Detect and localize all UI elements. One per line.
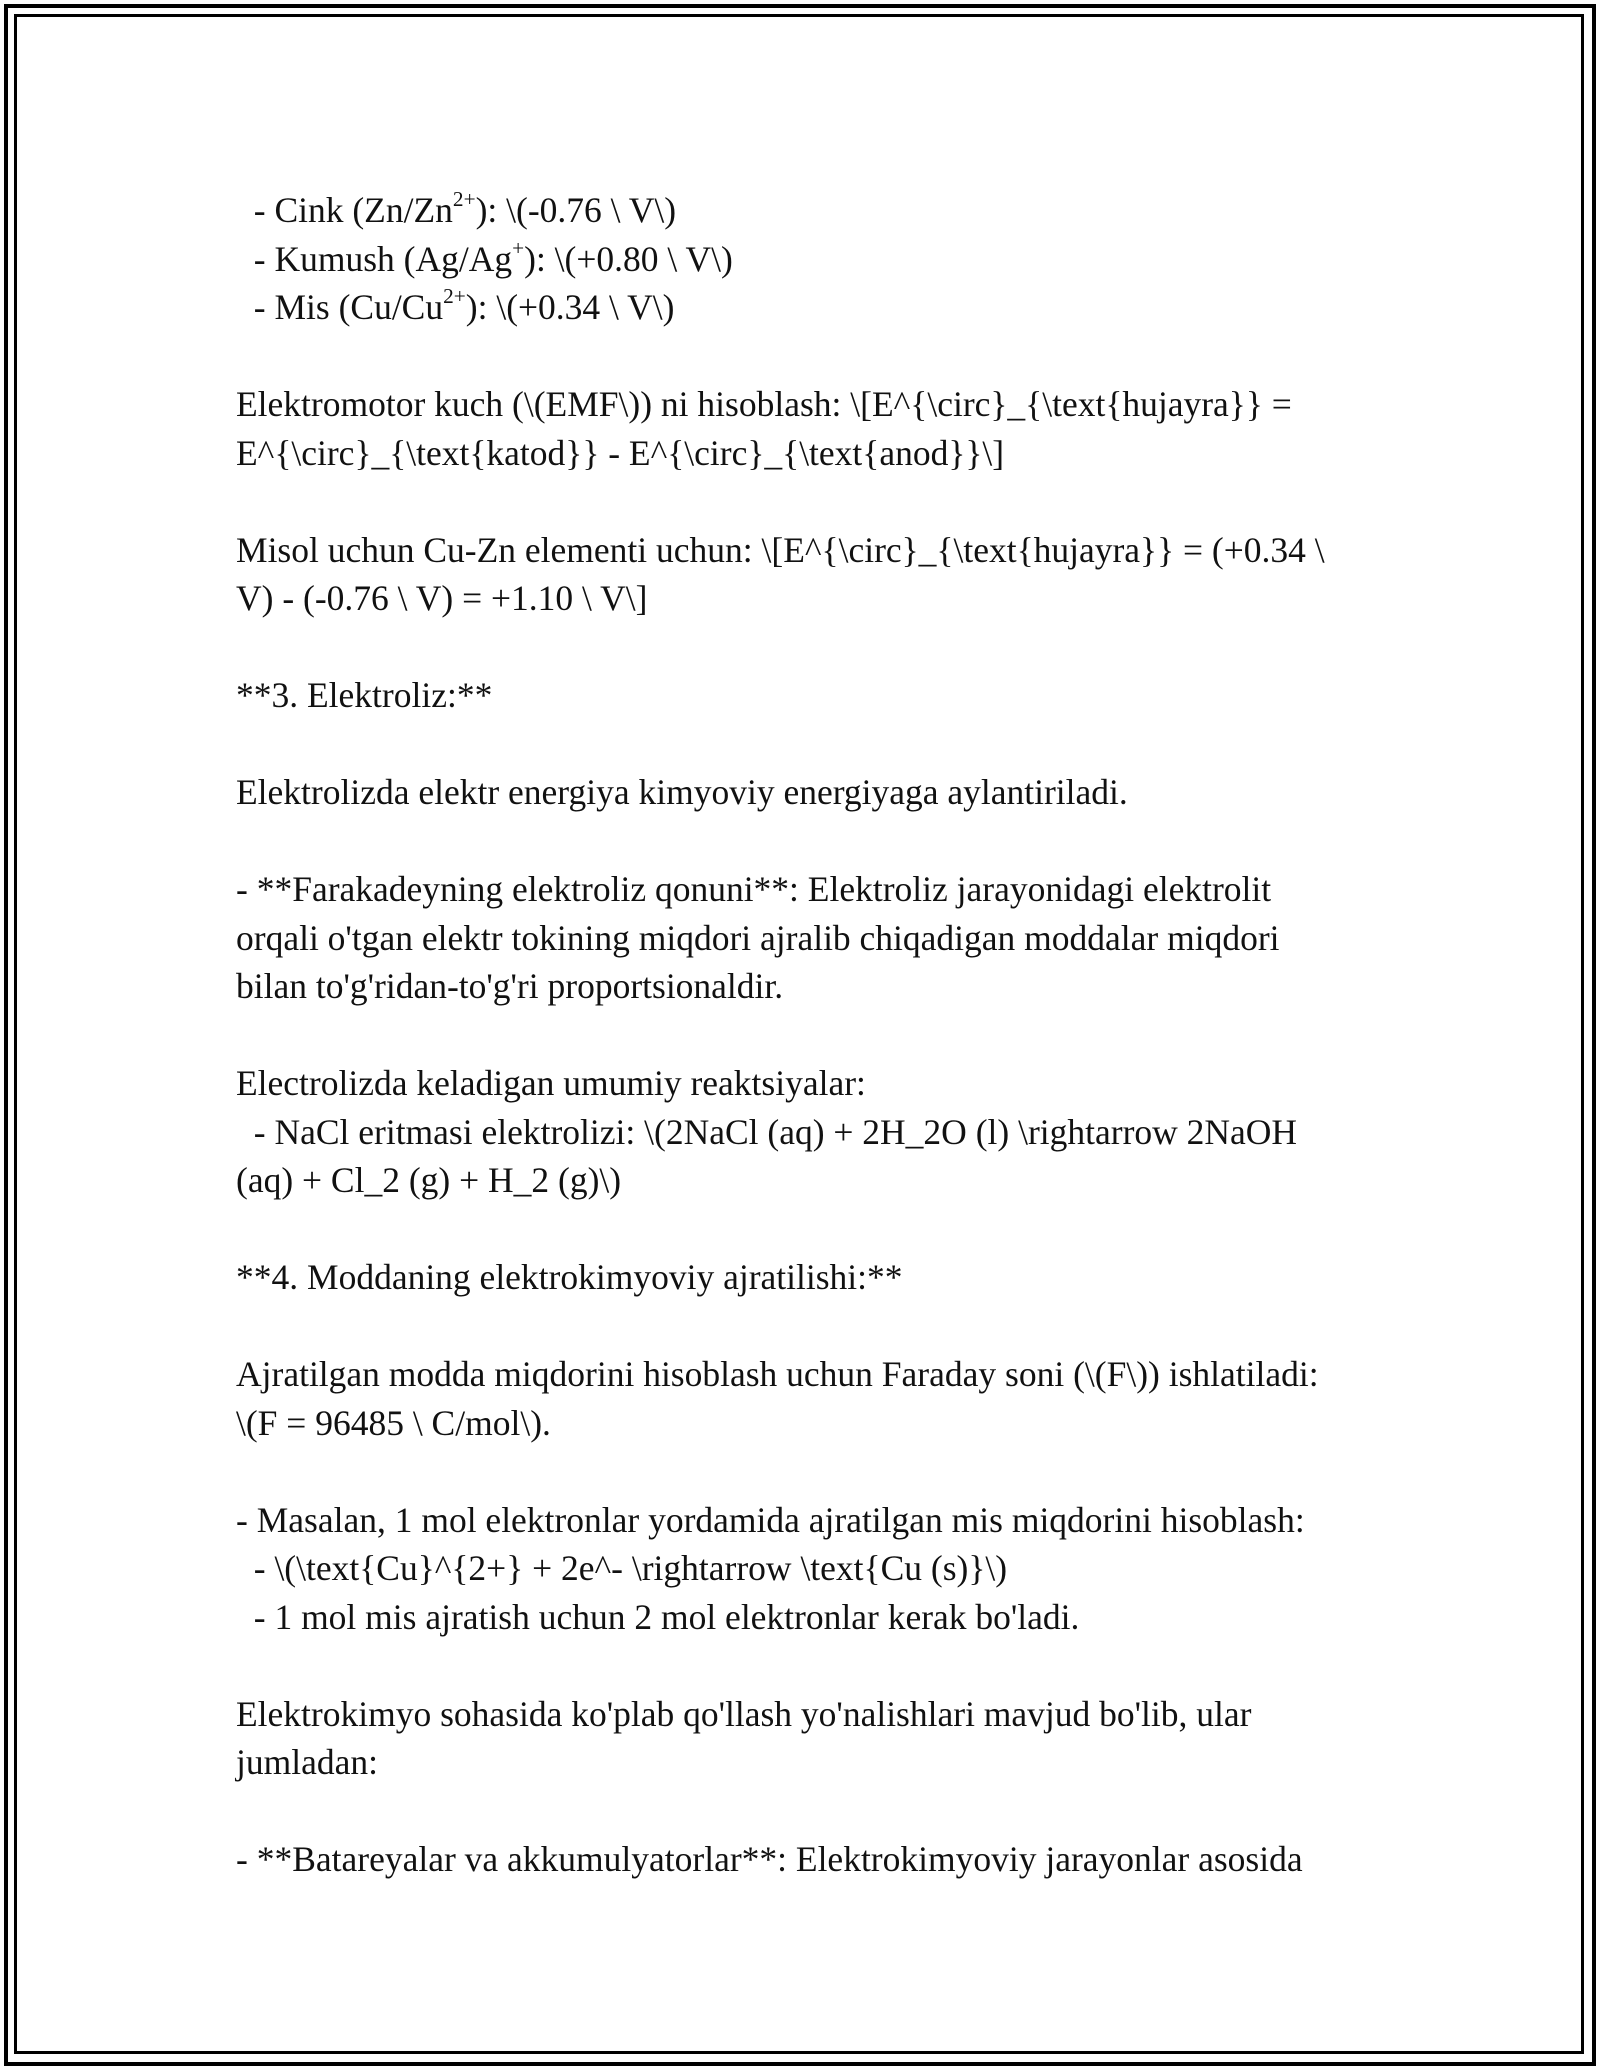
spacer (236, 623, 1366, 672)
copper-electrons: - 1 mol mis ajratish uchun 2 mol elektronlar kerak bo'ladi. (236, 1596, 1080, 1637)
spacer (236, 1787, 1366, 1836)
reactions-title: Electrolizda keladigan umumiy reaktsiyalar: (236, 1063, 866, 1103)
nacl-reaction-line: (aq) + Cl_2 (g) + H_2 (g)\) (236, 1160, 622, 1200)
cu-zn-example-line: Misol uchun Cu-Zn elementi uchun: \[E^{\circ}_{\text{hujayra}} = (+0.34 \ (236, 529, 1325, 570)
nacl-reaction-line: - NaCl eritmasi elektrolizi: \(2NaCl (aq) + 2H_2O (l) \rightarrow 2NaOH (236, 1111, 1298, 1152)
potential-silver: - Kumush (Ag/Ag+): \(+0.80 \ V\) (236, 235, 733, 279)
electrolysis-intro: Elektrolizda elektr energiya kimyoviy energiyaga aylantiriladi. (236, 772, 1128, 812)
spacer (236, 817, 1366, 866)
document-body (236, 186, 1366, 1884)
potential-copper: - Mis $(Cu/Cu^{2+})$: \(+0.34 \ V\) (236, 284, 675, 327)
faraday-law-line: bilan to'g'ridan-to'g'ri proportsionaldir. (236, 966, 784, 1006)
spacer (236, 332, 1366, 381)
copper-example: - Masalan, 1 mol elektronlar yordamida ajratilgan mis miqdorini hisoblash: (236, 1499, 1305, 1540)
faraday-law-line: orqali o'tgan elektr tokining miqdori ajralib chiqadigan moddalar miqdori (236, 917, 1280, 958)
faraday-constant-line: \(F = 96485 \ C/mol\). (236, 1402, 551, 1443)
faraday-constant-line: Ajratilgan modda miqdorini hisoblash uchun Faraday soni (\(F\)) ishlatiladi: (236, 1354, 1319, 1394)
applications-line: jumladan: (236, 1742, 378, 1782)
potential-zinc: - Cink $(Zn/Zn^{2+})$: \(-0.76 \ V\) (236, 187, 677, 230)
spacer (236, 720, 1366, 769)
copper-reaction: - \(\text{Cu}^{2+} + 2e^- \rightarrow \text{Cu (s)}\) (236, 1548, 1008, 1588)
section-heading-separation: **4. Moddaning elektrokimyoviy ajratilishi:** (236, 1257, 903, 1297)
emf-formula-line: Elektromotor kuch (\(EMF\)) ni hisoblash: \[E^{\circ}_{\text{hujayra}} = (236, 384, 1292, 424)
spacer (236, 1447, 1366, 1496)
batteries-line: - **Batareyalar va akkumulyatorlar**: Elektrokimyoviy jarayonlar asosida (236, 1839, 1303, 1879)
spacer (236, 1302, 1366, 1351)
spacer (236, 477, 1366, 526)
emf-formula-line: E^{\circ}_{\text{katod}} - E^{\circ}_{\text{anod}}\] (236, 432, 1005, 473)
spacer (236, 1205, 1366, 1254)
spacer (236, 1011, 1366, 1060)
section-heading-electrolysis: **3. Elektroliz:** (236, 675, 493, 715)
cu-zn-example-line: V) - (-0.76 \ V) = +1.10 \ V\] (236, 578, 648, 618)
spacer (236, 1641, 1366, 1690)
faraday-law-line: - **Farakadeyning elektroliz qonuni**: Elektroliz jarayonidagi elektrolit (236, 869, 1272, 909)
applications-line: Elektrokimyo sohasida ko'plab qo'llash yo'nalishlari mavjud bo'lib, ular (236, 1693, 1252, 1734)
